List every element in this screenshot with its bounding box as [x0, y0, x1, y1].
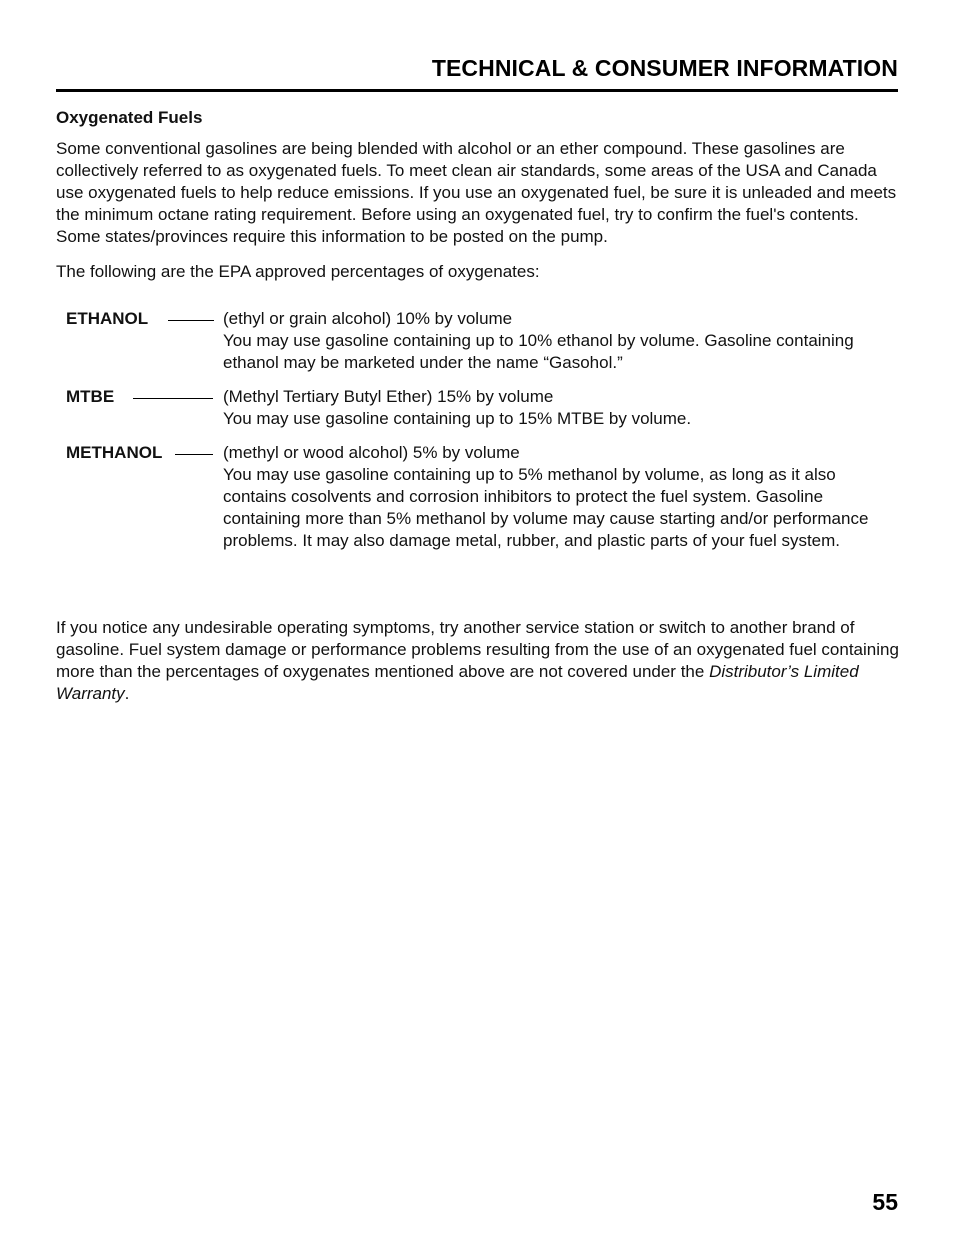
fuel-description [223, 442, 903, 552]
fuel-description [223, 308, 903, 374]
page-header [56, 52, 898, 92]
closing-text: If you notice any undesirable operating symptoms, try another service station or switch to another brand of gasoline. Fuel system damage or performance problems resulting from the use of an oxygenated fuel containing more than the percentages of oxygenates mentioned above are not covered under the [56, 618, 899, 681]
fuel-name: MTBE [66, 387, 115, 406]
fuel-summary: (ethyl or grain alcohol) 10% by volume [223, 309, 513, 328]
fuel-summary: (methyl or wood alcohol) 5% by volume [223, 443, 520, 462]
epa-percentages-intro: The following are the EPA approved percentages of oxygenates: [56, 262, 540, 281]
page-number: 55 [872, 1189, 898, 1215]
leader-line [133, 398, 213, 399]
fuel-name: METHANOL [66, 443, 163, 462]
fuel-name: ETHANOL [66, 309, 149, 328]
closing-period: . [124, 684, 130, 703]
leader-line [168, 320, 214, 321]
section-title: Oxygenated Fuels [56, 108, 203, 127]
closing-paragraph [56, 617, 901, 705]
fuel-detail: You may use gasoline containing up to 10% ethanol by volume. Gasoline containing ethanol may be marketed under the name “Gasohol.” [223, 331, 854, 372]
fuel-detail: You may use gasoline containing up to 5% methanol by volume, as long as it also contains cosolvents and corrosion inhibitors to protect the fuel system. Gasoline containing more than 5% methanol by volume may cause starting and/or performance problems. It may also damage metal, rubber, and plastic parts of your fuel system. [223, 465, 869, 550]
fuel-description [223, 386, 903, 430]
fuel-detail: You may use gasoline containing up to 15% MTBE by volume. [223, 409, 692, 428]
warranty-reference: Distributor’s Limited Warranty [56, 662, 859, 703]
fuel-summary: (Methyl Tertiary Butyl Ether) 15% by volume [223, 387, 554, 406]
leader-line [175, 454, 213, 455]
page-title: TECHNICAL & CONSUMER INFORMATION [431, 55, 898, 81]
intro-paragraph: Some conventional gasolines are being blended with alcohol or an ether compound. These gasolines are collectively referred to as oxygenated fuels. To meet clean air standards, some areas of the USA and Canada use oxygenated fuels to help reduce emissions. If you use an oxygenated fuel, be sure it is unleaded and meets the minimum octane rating requirement. Before using an oxygenated fuel, try to confirm the fuel's contents. Some states/provinces require this information to be posted on the pump. [56, 139, 897, 246]
